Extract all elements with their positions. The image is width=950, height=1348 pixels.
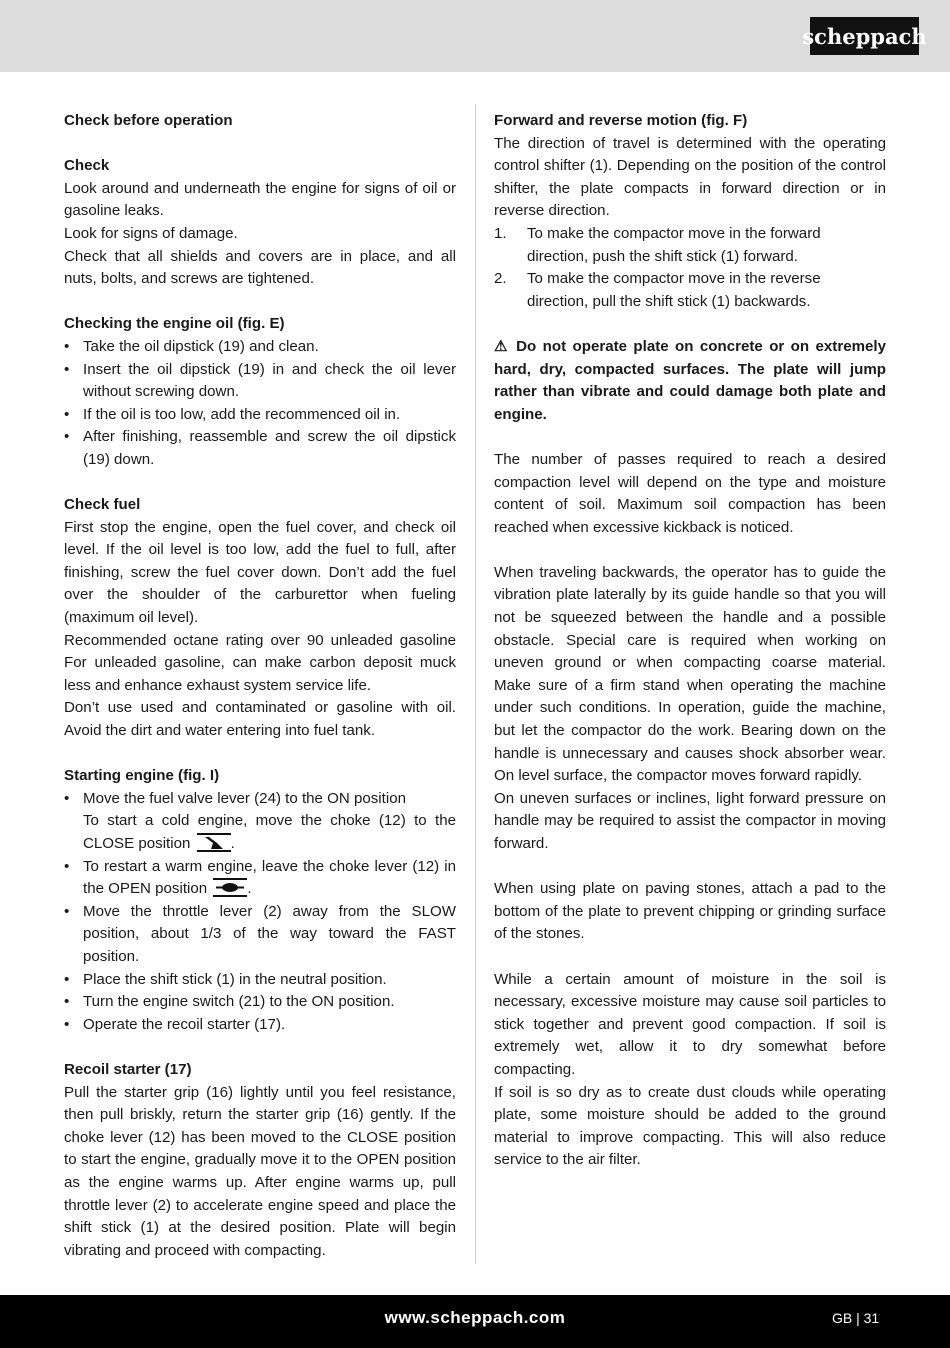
list-item: • Move the fuel valve lever (24) to the ON position To start a cold engine, move the choke (12) to the CLOSE position . (64, 788, 456, 856)
paragraph: Pull the starter grip (16) lightly until you feel resistance, then pull briskly, return the starter grip (16) gently. If the choke lever (12) has been moved to the CLOSE position to start the engine, gradually move it to the OPEN position as the engine warms up. After engine warms up, pull throttle lever (2) to accelerate engine speed and place the shift stick (1) at the desired position. Plate will begin vibrating and proceed with compacting. (64, 1083, 456, 1259)
section-title: Starting engine (fig. I) (64, 767, 220, 785)
paragraph: Look around and underneath the engine for signs of oil or gasoline leaks. (64, 179, 456, 220)
paragraph: When traveling backwards, the operator has to guide the vibration plate laterally by its guide handle so that you will not be squeezed between the handle and a possible obstacle. Special care is required when working on uneven ground or when compacting coarse material. Make sure of a firm stand when operating the machine under such conditions. In operation, guide the machine, but let the compactor do the work. Bearing down on the handle is unnecessary and causes shock absorber wear. On level surface, the compactor moves forward rapidly. (494, 563, 886, 785)
list-item-text: To restart a warm engine, leave the choke lever (12) in the OPEN position (83, 857, 456, 898)
list-item-text: To make the compactor move in the forward direction, push the shift stick (1) forward. (527, 224, 821, 265)
list-item: • After finishing, reassemble and screw the oil dipstick (19) down. (64, 426, 456, 471)
paragraph: First stop the engine, open the fuel cover, and check oil level. If the oil level is too low, add the fuel to full, after finishing, screw the fuel cover down. Don’t add the fuel over the shoulder of the carburettor when fueling (maximum oil level). (64, 518, 456, 627)
oil-check-list (64, 336, 456, 472)
section-title: Forward and reverse motion (fig. F) (494, 112, 748, 129)
list-item: • Move the throttle lever (2) away from the SLOW position, about 1/3 of the way toward the FAST position. (64, 901, 456, 969)
list-number: 1. (494, 224, 507, 242)
section-title: Check (64, 157, 110, 175)
paragraph: While a certain amount of moisture in the soil is necessary, excessive moisture may cause soil particles to stick together and prevent good compaction. If soil is extremely wet, allow it to dry somewhat before compacting. (494, 970, 886, 1078)
list-item: • Place the shift stick (1) in the neutral position. (64, 969, 456, 992)
left-column (64, 110, 456, 1262)
list-item: • Insert the oil dipstick (19) in and check the oil lever without screwing down. (64, 359, 456, 404)
section-title: Check fuel (64, 496, 141, 514)
motion-list (494, 223, 886, 313)
paragraph: Check that all shields and covers are in place, and all nuts, bolts, and screws are tightened. (64, 247, 456, 288)
list-item-text: To start a cold engine, move the choke (12) to the CLOSE position (83, 812, 456, 852)
paragraph: Recommended octane rating over 90 unleaded gasoline For unleaded gasoline, can make carbon deposit muck less and enhance exhaust system service life. (64, 631, 456, 694)
paragraph: The direction of travel is determined with the operating control shifter (1). Depending on the position of the control shifter, the plate compacts in forward direction or in reverse direction. (494, 134, 886, 220)
list-item: • Operate the recoil starter (17). (64, 1014, 456, 1037)
list-item (494, 268, 886, 313)
header-bar (0, 0, 950, 72)
brand-logo: scheppach (810, 17, 919, 55)
paragraph: The number of passes required to reach a desired compaction level will depend on the type and moisture content of soil. Maximum soil compaction has been reached when excessive kickback is noticed. (494, 450, 886, 536)
warning-icon: ⚠ (494, 337, 510, 355)
section-title: Check before operation (64, 112, 233, 129)
list-number: 2. (494, 270, 507, 288)
paragraph: Don’t use used and contaminated or gasoline with oil. Avoid the dirt and water entering into fuel tank. (64, 699, 456, 740)
paragraph: If soil is so dry as to create dust clouds while operating plate, some moisture should be added to the ground material to improve compacting. This will also reduce service to the air filter. (494, 1083, 886, 1169)
warning-text: ⚠ Do not operate plate on concrete or on extremely hard, dry, compacted surfaces. The plate will jump rather than vibrate and could damage both plate and engine. (494, 337, 886, 423)
column-divider (475, 104, 476, 1264)
paragraph: On uneven surfaces or inclines, light forward pressure on handle may be required to assist the compactor in moving forward. (494, 789, 886, 852)
choke-close-icon (197, 833, 231, 852)
section-title: Recoil starter (17) (64, 1060, 192, 1078)
paragraph: Look for signs of damage. (64, 224, 238, 242)
list-item: • Turn the engine switch (21) to the ON position. (64, 991, 456, 1014)
starting-list (64, 788, 456, 1037)
footer-bar (0, 1295, 950, 1348)
right-column (494, 110, 886, 1172)
section-title: Checking the engine oil (fig. E) (64, 315, 285, 333)
website-url: www.scheppach.com (384, 1308, 566, 1327)
paragraph: When using plate on paving stones, attach a pad to the bottom of the plate to prevent chipping or grinding surface of the stones. (494, 880, 886, 943)
list-item: • Take the oil dipstick (19) and clean. (64, 336, 456, 359)
list-item: • To restart a warm engine, leave the choke lever (12) in the OPEN position . (64, 856, 456, 901)
choke-open-icon (213, 878, 247, 897)
list-item: • If the oil is too low, add the recommenced oil in. (64, 404, 456, 427)
page-number: GB | 31 (832, 1310, 880, 1326)
list-item-text: To make the compactor move in the reverse direction, pull the shift stick (1) backwards. (527, 270, 821, 310)
list-item (494, 223, 886, 268)
list-item-text: Move the fuel valve lever (24) to the ON position (83, 789, 406, 807)
